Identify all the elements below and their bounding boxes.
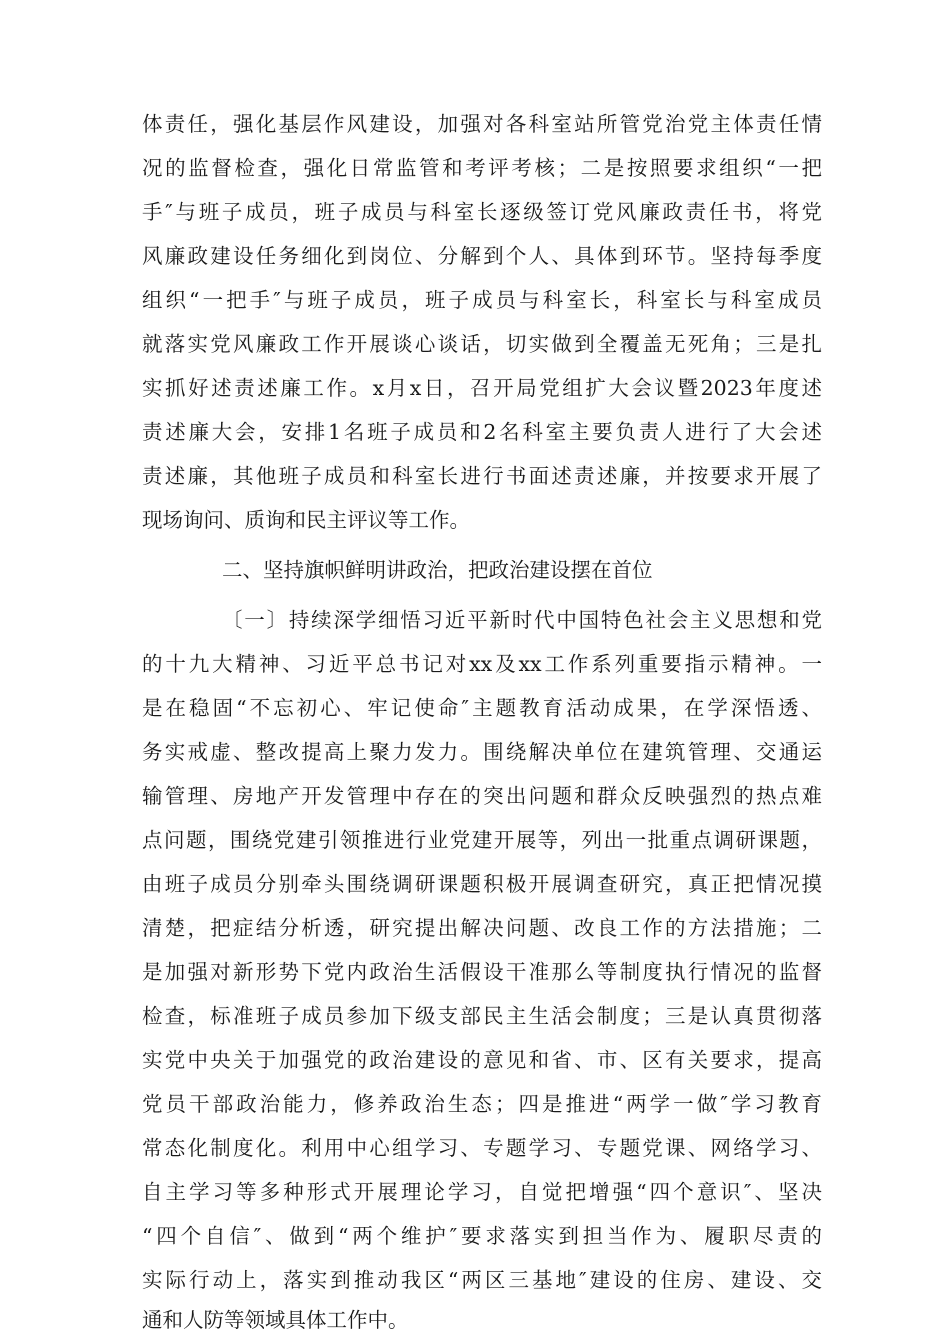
paragraph-line: 输管理、房地产开发管理中存在的突出问题和群众反映强烈的热点难 [142, 784, 822, 808]
paragraph-line: 清楚，把症结分析透，研究提出解决问题、改良工作的方法措施；二 [142, 916, 822, 940]
paragraph-line: 点问题，围绕党建引领推进行业党建开展等，列出一批重点调研课题， [142, 828, 822, 852]
paragraph-line: “四个自信″、做到“两个维护″要求落实到担当作为、履职尽责的 [142, 1224, 822, 1248]
paragraph-line: 是加强对新形势下党内政治生活假设干准那么等制度执行情况的监督 [142, 960, 822, 984]
paragraph-line: 现场询问、质询和民主评议等工作。 [142, 508, 470, 532]
paragraph-line: 实党中央关于加强党的政治建设的意见和省、市、区有关要求，提高 [142, 1048, 822, 1072]
paragraph-line: 责述廉大会，安排1名班子成员和2名科室主要负责人进行了大会述 [142, 420, 822, 444]
paragraph-line: 就落实党风廉政工作开展谈心谈话，切实做到全覆盖无死角；三是扎 [142, 332, 822, 356]
section-heading: 二、坚持旗帜鲜明讲政治，把政治建设摆在首位 [222, 558, 653, 582]
paragraph-line: 风廉政建设任务细化到岗位、分解到个人、具体到环节。坚持每季度 [142, 244, 822, 268]
paragraph-line: 由班子成员分别牵头围绕调研课题积极开展调查研究，真正把情况摸 [142, 872, 822, 896]
paragraph-line: 是在稳固“不忘初心、牢记使命″主题教育活动成果，在学深悟透、 [142, 696, 822, 720]
paragraph-line: 务实戒虚、整改提高上聚力发力。围绕解决单位在建筑管理、交通运 [142, 740, 822, 764]
paragraph-line: 实际行动上，落实到推动我区“两区三基地″建设的住房、建设、交 [142, 1268, 822, 1292]
paragraph-line: 体责任，强化基层作风建设，加强对各科室站所管党治党主体责任情 [142, 112, 822, 136]
paragraph-line: 的十九大精神、习近平总书记对xx及xx工作系列重要指示精神。一 [142, 652, 822, 676]
paragraph-line: 实抓好述责述廉工作。x月x日，召开局党组扩大会议暨2023年度述 [142, 376, 822, 400]
paragraph-line: 〔一〕持续深学细悟习近平新时代中国特色社会主义思想和党 [222, 608, 822, 632]
paragraph-line: 况的监督检查，强化日常监管和考评考核；二是按照要求组织“一把 [142, 156, 822, 180]
paragraph-line: 组织“一把手″与班子成员，班子成员与科室长，科室长与科室成员 [142, 288, 822, 312]
paragraph-line: 通和人防等领域具体工作中。 [142, 1308, 409, 1332]
paragraph-line: 手″与班子成员，班子成员与科室长逐级签订党风廉政责任书，将党 [142, 200, 822, 224]
paragraph-line: 自主学习等多种形式开展理论学习，自觉把增强“四个意识″、坚决 [142, 1180, 822, 1204]
paragraph-line: 党员干部政治能力，修养政治生态；四是推进“两学一做″学习教育 [142, 1092, 822, 1116]
paragraph-line: 常态化制度化。利用中心组学习、专题学习、专题党课、网络学习、 [142, 1136, 822, 1160]
paragraph-line: 责述廉，其他班子成员和科室长进行书面述责述廉，并按要求开展了 [142, 464, 822, 488]
paragraph-line: 检查，标准班子成员参加下级支部民主生活会制度；三是认真贯彻落 [142, 1004, 822, 1028]
